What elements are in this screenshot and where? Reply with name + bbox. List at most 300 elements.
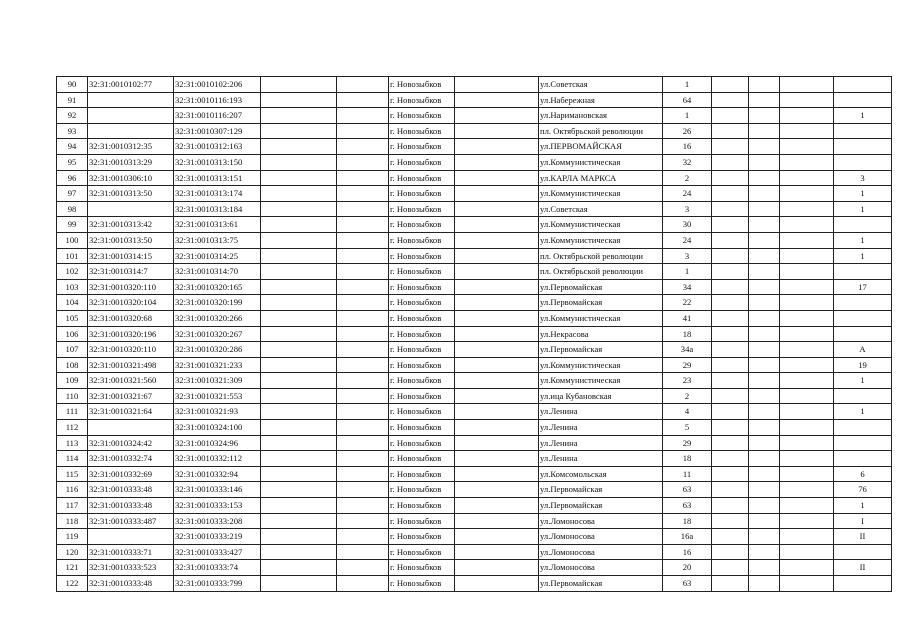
house-number-cell: 16а xyxy=(663,529,712,545)
empty-cell-d xyxy=(712,232,749,248)
empty-cell-b xyxy=(337,108,389,124)
empty-cell-a xyxy=(261,513,337,529)
empty-cell-c xyxy=(455,108,539,124)
empty-cell-e xyxy=(749,544,780,560)
empty-cell-e xyxy=(749,154,780,170)
land-cadastral-number-cell xyxy=(88,92,174,108)
empty-cell-e xyxy=(749,123,780,139)
land-cadastral-number-cell: 32:31:0010320:110 xyxy=(88,279,174,295)
table-row xyxy=(57,170,892,186)
table-row xyxy=(57,482,892,498)
building-cadastral-number-cell: 32:31:0010333:427 xyxy=(174,544,261,560)
empty-cell-f xyxy=(780,404,834,420)
building-cadastral-number-cell: 32:31:0010333:74 xyxy=(174,560,261,576)
empty-cell-f xyxy=(780,326,834,342)
street-cell: пл. Октябрьской революции xyxy=(539,264,663,280)
empty-cell-a xyxy=(261,154,337,170)
street-cell: ул.Советская xyxy=(539,201,663,217)
city-cell: г. Новозыбков xyxy=(389,560,455,576)
flat-number-cell: II xyxy=(834,529,892,545)
land-cadastral-number-cell xyxy=(88,529,174,545)
building-cadastral-number-cell: 32:31:0010332:112 xyxy=(174,451,261,467)
empty-cell-c xyxy=(455,404,539,420)
empty-cell-e xyxy=(749,560,780,576)
empty-cell-e xyxy=(749,451,780,467)
street-cell: ул.Комсомольская xyxy=(539,466,663,482)
empty-cell-d xyxy=(712,310,749,326)
empty-cell-e xyxy=(749,388,780,404)
empty-cell-f xyxy=(780,420,834,436)
street-cell: ул.Первомайская xyxy=(539,342,663,358)
land-cadastral-number-cell: 32:31:0010312:35 xyxy=(88,139,174,155)
building-cadastral-number-cell: 32:31:0010332:94 xyxy=(174,466,261,482)
empty-cell-d xyxy=(712,373,749,389)
flat-number-cell: 19 xyxy=(834,357,892,373)
city-cell: г. Новозыбков xyxy=(389,388,455,404)
row-number-cell: 115 xyxy=(57,466,88,482)
table-row xyxy=(57,139,892,155)
city-cell: г. Новозыбков xyxy=(389,295,455,311)
street-cell: пл. Октябрьской революции xyxy=(539,248,663,264)
table-row xyxy=(57,217,892,233)
table-row xyxy=(57,451,892,467)
building-cadastral-number-cell: 32:31:0010333:799 xyxy=(174,576,261,592)
building-cadastral-number-cell: 32:31:0010320:266 xyxy=(174,310,261,326)
registry-body xyxy=(57,77,892,592)
street-cell: ул.Ломоносова xyxy=(539,529,663,545)
house-number-cell: 34 xyxy=(663,279,712,295)
empty-cell-f xyxy=(780,77,834,93)
empty-cell-e xyxy=(749,342,780,358)
land-cadastral-number-cell: 32:31:0010321:560 xyxy=(88,373,174,389)
empty-cell-e xyxy=(749,435,780,451)
empty-cell-c xyxy=(455,264,539,280)
building-cadastral-number-cell: 32:31:0010333:146 xyxy=(174,482,261,498)
row-number-cell: 96 xyxy=(57,170,88,186)
table-row xyxy=(57,295,892,311)
building-cadastral-number-cell: 32:31:0010312:163 xyxy=(174,139,261,155)
empty-cell-c xyxy=(455,186,539,202)
empty-cell-d xyxy=(712,139,749,155)
building-cadastral-number-cell: 32:31:0010313:184 xyxy=(174,201,261,217)
row-number-cell: 122 xyxy=(57,576,88,592)
empty-cell-f xyxy=(780,108,834,124)
row-number-cell: 114 xyxy=(57,451,88,467)
street-cell: ул.Первомайская xyxy=(539,498,663,514)
street-cell: ул.Советская xyxy=(539,77,663,93)
empty-cell-d xyxy=(712,77,749,93)
land-cadastral-number-cell: 32:31:0010102:77 xyxy=(88,77,174,93)
street-cell: ул.ица Кубановская xyxy=(539,388,663,404)
street-cell: ул.Наримановская xyxy=(539,108,663,124)
empty-cell-b xyxy=(337,139,389,155)
flat-number-cell: 76 xyxy=(834,482,892,498)
empty-cell-f xyxy=(780,576,834,592)
empty-cell-d xyxy=(712,451,749,467)
empty-cell-d xyxy=(712,123,749,139)
flat-number-cell xyxy=(834,217,892,233)
empty-cell-f xyxy=(780,544,834,560)
empty-cell-f xyxy=(780,560,834,576)
land-cadastral-number-cell: 32:31:0010314:15 xyxy=(88,248,174,264)
house-number-cell: 4 xyxy=(663,404,712,420)
table-row xyxy=(57,529,892,545)
building-cadastral-number-cell: 32:31:0010313:150 xyxy=(174,154,261,170)
empty-cell-b xyxy=(337,529,389,545)
street-cell: ул.КАРЛА МАРКСА xyxy=(539,170,663,186)
empty-cell-d xyxy=(712,264,749,280)
empty-cell-a xyxy=(261,108,337,124)
house-number-cell: 1 xyxy=(663,77,712,93)
empty-cell-f xyxy=(780,451,834,467)
table-row xyxy=(57,357,892,373)
city-cell: г. Новозыбков xyxy=(389,357,455,373)
flat-number-cell: 1 xyxy=(834,186,892,202)
empty-cell-c xyxy=(455,295,539,311)
land-cadastral-number-cell: 32:31:0010333:48 xyxy=(88,498,174,514)
empty-cell-e xyxy=(749,482,780,498)
empty-cell-d xyxy=(712,576,749,592)
land-cadastral-number-cell: 32:31:0010313:50 xyxy=(88,186,174,202)
land-cadastral-number-cell: 32:31:0010332:69 xyxy=(88,466,174,482)
table-row xyxy=(57,186,892,202)
building-cadastral-number-cell: 32:31:0010313:61 xyxy=(174,217,261,233)
empty-cell-d xyxy=(712,279,749,295)
land-cadastral-number-cell: 32:31:0010320:104 xyxy=(88,295,174,311)
empty-cell-d xyxy=(712,560,749,576)
land-cadastral-number-cell xyxy=(88,420,174,436)
empty-cell-a xyxy=(261,123,337,139)
empty-cell-c xyxy=(455,310,539,326)
city-cell: г. Новозыбков xyxy=(389,404,455,420)
empty-cell-d xyxy=(712,170,749,186)
empty-cell-a xyxy=(261,279,337,295)
table-row xyxy=(57,435,892,451)
empty-cell-e xyxy=(749,77,780,93)
row-number-cell: 101 xyxy=(57,248,88,264)
empty-cell-c xyxy=(455,357,539,373)
empty-cell-b xyxy=(337,404,389,420)
building-cadastral-number-cell: 32:31:0010116:193 xyxy=(174,92,261,108)
row-number-cell: 91 xyxy=(57,92,88,108)
empty-cell-d xyxy=(712,295,749,311)
empty-cell-b xyxy=(337,342,389,358)
building-cadastral-number-cell: 32:31:0010321:233 xyxy=(174,357,261,373)
table-row xyxy=(57,108,892,124)
document-page xyxy=(56,76,892,592)
empty-cell-e xyxy=(749,404,780,420)
city-cell: г. Новозыбков xyxy=(389,154,455,170)
house-number-cell: 18 xyxy=(663,513,712,529)
house-number-cell: 2 xyxy=(663,388,712,404)
table-row xyxy=(57,77,892,93)
row-number-cell: 97 xyxy=(57,186,88,202)
empty-cell-b xyxy=(337,498,389,514)
house-number-cell: 1 xyxy=(663,264,712,280)
table-row xyxy=(57,513,892,529)
building-cadastral-number-cell: 32:31:0010321:553 xyxy=(174,388,261,404)
empty-cell-d xyxy=(712,108,749,124)
empty-cell-c xyxy=(455,92,539,108)
building-cadastral-number-cell: 32:31:0010313:75 xyxy=(174,232,261,248)
empty-cell-e xyxy=(749,139,780,155)
empty-cell-b xyxy=(337,248,389,264)
row-number-cell: 113 xyxy=(57,435,88,451)
table-row xyxy=(57,264,892,280)
row-number-cell: 106 xyxy=(57,326,88,342)
empty-cell-c xyxy=(455,466,539,482)
house-number-cell: 34а xyxy=(663,342,712,358)
house-number-cell: 32 xyxy=(663,154,712,170)
empty-cell-a xyxy=(261,576,337,592)
empty-cell-f xyxy=(780,201,834,217)
table-row xyxy=(57,576,892,592)
house-number-cell: 11 xyxy=(663,466,712,482)
row-number-cell: 107 xyxy=(57,342,88,358)
empty-cell-b xyxy=(337,310,389,326)
house-number-cell: 5 xyxy=(663,420,712,436)
land-cadastral-number-cell: 32:31:0010321:64 xyxy=(88,404,174,420)
empty-cell-c xyxy=(455,560,539,576)
street-cell: ул.Ленина xyxy=(539,451,663,467)
flat-number-cell: 3 xyxy=(834,170,892,186)
house-number-cell: 64 xyxy=(663,92,712,108)
empty-cell-a xyxy=(261,482,337,498)
row-number-cell: 112 xyxy=(57,420,88,436)
row-number-cell: 108 xyxy=(57,357,88,373)
table-row xyxy=(57,154,892,170)
empty-cell-c xyxy=(455,544,539,560)
land-cadastral-number-cell: 32:31:0010333:487 xyxy=(88,513,174,529)
city-cell: г. Новозыбков xyxy=(389,529,455,545)
flat-number-cell xyxy=(834,451,892,467)
building-cadastral-number-cell: 32:31:0010324:100 xyxy=(174,420,261,436)
city-cell: г. Новозыбков xyxy=(389,123,455,139)
empty-cell-d xyxy=(712,248,749,264)
building-cadastral-number-cell: 32:31:0010314:70 xyxy=(174,264,261,280)
land-cadastral-number-cell: 32:31:0010332:74 xyxy=(88,451,174,467)
city-cell: г. Новозыбков xyxy=(389,248,455,264)
building-cadastral-number-cell: 32:31:0010324:96 xyxy=(174,435,261,451)
house-number-cell: 22 xyxy=(663,295,712,311)
empty-cell-b xyxy=(337,295,389,311)
empty-cell-d xyxy=(712,513,749,529)
flat-number-cell xyxy=(834,388,892,404)
city-cell: г. Новозыбков xyxy=(389,170,455,186)
land-cadastral-number-cell: 32:31:0010306:10 xyxy=(88,170,174,186)
building-cadastral-number-cell: 32:31:0010116:207 xyxy=(174,108,261,124)
flat-number-cell: 1 xyxy=(834,108,892,124)
empty-cell-a xyxy=(261,529,337,545)
city-cell: г. Новозыбков xyxy=(389,451,455,467)
empty-cell-e xyxy=(749,279,780,295)
flat-number-cell xyxy=(834,576,892,592)
empty-cell-c xyxy=(455,388,539,404)
empty-cell-a xyxy=(261,404,337,420)
empty-cell-e xyxy=(749,92,780,108)
empty-cell-b xyxy=(337,326,389,342)
empty-cell-d xyxy=(712,529,749,545)
empty-cell-b xyxy=(337,373,389,389)
street-cell: ул.Первомайская xyxy=(539,576,663,592)
empty-cell-c xyxy=(455,170,539,186)
empty-cell-b xyxy=(337,560,389,576)
empty-cell-f xyxy=(780,248,834,264)
street-cell: ул.Ленина xyxy=(539,420,663,436)
table-row xyxy=(57,279,892,295)
flat-number-cell xyxy=(834,77,892,93)
flat-number-cell: 1 xyxy=(834,248,892,264)
empty-cell-d xyxy=(712,404,749,420)
street-cell: ул.Коммунистическая xyxy=(539,310,663,326)
land-cadastral-number-cell: 32:31:0010314:7 xyxy=(88,264,174,280)
land-cadastral-number-cell: 32:31:0010321:498 xyxy=(88,357,174,373)
empty-cell-b xyxy=(337,451,389,467)
flat-number-cell: 1 xyxy=(834,232,892,248)
empty-cell-f xyxy=(780,295,834,311)
empty-cell-b xyxy=(337,201,389,217)
row-number-cell: 105 xyxy=(57,310,88,326)
table-row xyxy=(57,560,892,576)
row-number-cell: 95 xyxy=(57,154,88,170)
street-cell: ул.Первомайская xyxy=(539,295,663,311)
empty-cell-f xyxy=(780,357,834,373)
empty-cell-e xyxy=(749,466,780,482)
building-cadastral-number-cell: 32:31:0010320:267 xyxy=(174,326,261,342)
flat-number-cell: 1 xyxy=(834,404,892,420)
empty-cell-d xyxy=(712,357,749,373)
empty-cell-b xyxy=(337,279,389,295)
flat-number-cell: 1 xyxy=(834,201,892,217)
empty-cell-b xyxy=(337,420,389,436)
empty-cell-a xyxy=(261,186,337,202)
empty-cell-c xyxy=(455,529,539,545)
empty-cell-a xyxy=(261,388,337,404)
empty-cell-f xyxy=(780,279,834,295)
city-cell: г. Новозыбков xyxy=(389,217,455,233)
empty-cell-f xyxy=(780,232,834,248)
empty-cell-b xyxy=(337,388,389,404)
building-cadastral-number-cell: 32:31:0010313:174 xyxy=(174,186,261,202)
house-number-cell: 2 xyxy=(663,170,712,186)
city-cell: г. Новозыбков xyxy=(389,310,455,326)
flat-number-cell: 1 xyxy=(834,498,892,514)
city-cell: г. Новозыбков xyxy=(389,92,455,108)
empty-cell-b xyxy=(337,482,389,498)
row-number-cell: 98 xyxy=(57,201,88,217)
empty-cell-a xyxy=(261,466,337,482)
empty-cell-c xyxy=(455,498,539,514)
empty-cell-c xyxy=(455,576,539,592)
street-cell: ул.Первомайская xyxy=(539,482,663,498)
row-number-cell: 90 xyxy=(57,77,88,93)
land-cadastral-number-cell: 32:31:0010324:42 xyxy=(88,435,174,451)
empty-cell-d xyxy=(712,92,749,108)
building-cadastral-number-cell: 32:31:0010307:129 xyxy=(174,123,261,139)
flat-number-cell xyxy=(834,544,892,560)
empty-cell-a xyxy=(261,310,337,326)
empty-cell-a xyxy=(261,295,337,311)
empty-cell-c xyxy=(455,451,539,467)
empty-cell-a xyxy=(261,264,337,280)
house-number-cell: 24 xyxy=(663,232,712,248)
building-cadastral-number-cell: 32:31:0010333:153 xyxy=(174,498,261,514)
empty-cell-f xyxy=(780,388,834,404)
empty-cell-b xyxy=(337,466,389,482)
empty-cell-f xyxy=(780,92,834,108)
empty-cell-b xyxy=(337,154,389,170)
row-number-cell: 118 xyxy=(57,513,88,529)
empty-cell-a xyxy=(261,498,337,514)
city-cell: г. Новозыбков xyxy=(389,139,455,155)
table-row xyxy=(57,310,892,326)
empty-cell-a xyxy=(261,92,337,108)
row-number-cell: 94 xyxy=(57,139,88,155)
empty-cell-d xyxy=(712,482,749,498)
street-cell: ул.Коммунистическая xyxy=(539,186,663,202)
empty-cell-b xyxy=(337,513,389,529)
house-number-cell: 3 xyxy=(663,248,712,264)
street-cell: пл. Октябрьской революции xyxy=(539,123,663,139)
building-cadastral-number-cell: 32:31:0010333:219 xyxy=(174,529,261,545)
street-cell: ул.Коммунистическая xyxy=(539,232,663,248)
city-cell: г. Новозыбков xyxy=(389,420,455,436)
empty-cell-f xyxy=(780,498,834,514)
empty-cell-c xyxy=(455,77,539,93)
street-cell: ул.Коммунистическая xyxy=(539,373,663,389)
empty-cell-c xyxy=(455,435,539,451)
table-row xyxy=(57,466,892,482)
street-cell: ул.Ленина xyxy=(539,404,663,420)
empty-cell-b xyxy=(337,217,389,233)
empty-cell-a xyxy=(261,139,337,155)
row-number-cell: 103 xyxy=(57,279,88,295)
empty-cell-b xyxy=(337,92,389,108)
row-number-cell: 119 xyxy=(57,529,88,545)
empty-cell-b xyxy=(337,576,389,592)
building-cadastral-number-cell: 32:31:0010321:309 xyxy=(174,373,261,389)
empty-cell-f xyxy=(780,342,834,358)
house-number-cell: 1 xyxy=(663,108,712,124)
flat-number-cell: I xyxy=(834,513,892,529)
empty-cell-e xyxy=(749,295,780,311)
empty-cell-e xyxy=(749,326,780,342)
row-number-cell: 116 xyxy=(57,482,88,498)
flat-number-cell xyxy=(834,326,892,342)
empty-cell-b xyxy=(337,186,389,202)
city-cell: г. Новозыбков xyxy=(389,466,455,482)
empty-cell-a xyxy=(261,373,337,389)
row-number-cell: 102 xyxy=(57,264,88,280)
house-number-cell: 3 xyxy=(663,201,712,217)
empty-cell-f xyxy=(780,170,834,186)
empty-cell-f xyxy=(780,123,834,139)
table-row xyxy=(57,232,892,248)
row-number-cell: 104 xyxy=(57,295,88,311)
house-number-cell: 18 xyxy=(663,451,712,467)
street-cell: ул.Ломоносова xyxy=(539,513,663,529)
row-number-cell: 93 xyxy=(57,123,88,139)
empty-cell-b xyxy=(337,232,389,248)
empty-cell-a xyxy=(261,420,337,436)
land-cadastral-number-cell xyxy=(88,201,174,217)
empty-cell-b xyxy=(337,435,389,451)
empty-cell-a xyxy=(261,170,337,186)
land-cadastral-number-cell: 32:31:0010320:68 xyxy=(88,310,174,326)
building-cadastral-number-cell: 32:31:0010320:165 xyxy=(174,279,261,295)
empty-cell-b xyxy=(337,544,389,560)
empty-cell-a xyxy=(261,232,337,248)
